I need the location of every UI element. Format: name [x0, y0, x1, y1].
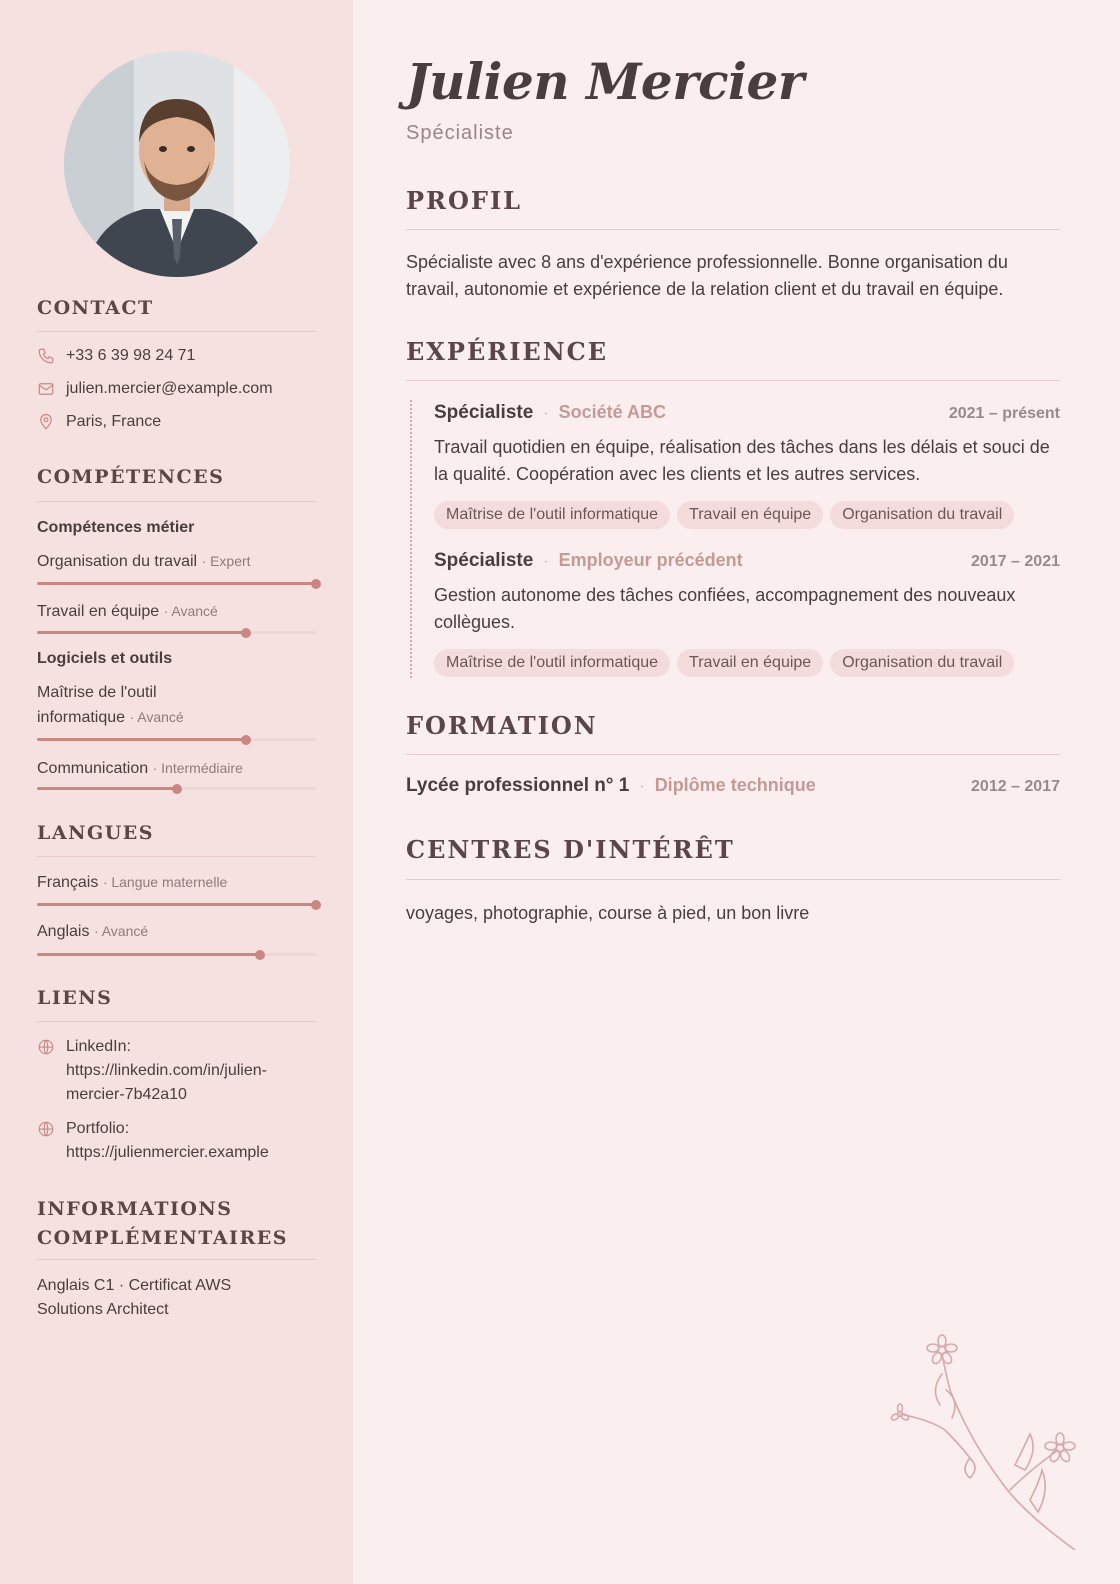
language-name: Français — [37, 874, 99, 891]
link-text: Portfolio: https://julienmercier.example — [66, 1120, 269, 1161]
education-degree: Diplôme technique — [654, 775, 816, 795]
language-level: · Langue maternelle — [102, 874, 228, 890]
link-text: LinkedIn: https://linkedin.com/in/julien-mercier-7b42a10 — [66, 1038, 267, 1103]
profile-divider — [406, 229, 1060, 230]
language-level: · Avancé — [93, 923, 149, 939]
extra-heading: INFORMATIONS COMPLÉMENTAIRES — [37, 1198, 288, 1249]
interests-heading: CENTRES D'INTÉRÊT — [406, 835, 735, 864]
separator: · — [639, 778, 645, 795]
language-bar — [37, 903, 316, 906]
skill-name: Travail en équipe — [37, 603, 160, 620]
mail-icon — [37, 380, 55, 398]
tag: Maîtrise de l'outil informatique — [434, 649, 670, 677]
tag: Maîtrise de l'outil informatique — [434, 501, 670, 529]
skill-item — [37, 756, 316, 781]
job-tags — [434, 649, 1014, 677]
profile-heading: PROFIL — [406, 186, 523, 215]
languages-divider — [37, 856, 316, 857]
links-divider — [37, 1021, 316, 1022]
skill-bar — [37, 582, 316, 585]
skill-name: Maîtrise de l'outil informatique — [37, 684, 157, 726]
skill-item — [37, 549, 316, 574]
job-header — [434, 402, 1060, 424]
experience-divider — [406, 380, 1060, 381]
education-heading: FORMATION — [406, 711, 598, 740]
experience-heading: EXPÉRIENCE — [406, 337, 609, 366]
job-company: Société ABC — [558, 402, 666, 422]
contact-divider — [37, 331, 316, 332]
interests-divider — [406, 879, 1060, 880]
contact-phone[interactable] — [37, 347, 195, 365]
skill-bar — [37, 787, 316, 790]
tag: Organisation du travail — [830, 649, 1014, 677]
location-text: Paris, France — [66, 413, 162, 430]
email-text: julien.mercier@example.com — [66, 380, 273, 397]
phone-icon — [37, 347, 55, 365]
contact-email[interactable] — [37, 380, 273, 398]
skill-item — [37, 681, 217, 730]
job-title: Spécialiste — [434, 402, 534, 423]
education-row — [406, 775, 1060, 797]
education-dates: 2012 – 2017 — [971, 778, 1060, 795]
tag: Travail en équipe — [677, 501, 823, 529]
skill-bar — [37, 631, 316, 634]
education-school: Lycée professionnel n° 1 — [406, 775, 630, 796]
job-description: Gestion autonome des tâches confiées, accompagnement des nouveaux collègues. — [434, 585, 1016, 632]
skills-group-title: Logiciels et outils — [37, 650, 173, 667]
skill-level: · Avancé — [163, 603, 218, 619]
interests-text: voyages, photographie, course à pied, un bon livre — [406, 903, 810, 923]
education-divider — [406, 754, 1060, 755]
skill-bar — [37, 738, 316, 741]
job-dates: 2021 – présent — [948, 405, 1060, 422]
link-linkedin[interactable] — [37, 1035, 316, 1107]
language-item — [37, 870, 316, 895]
languages-heading: LANGUES — [37, 822, 154, 844]
job-header — [434, 550, 1060, 572]
skill-name: Communication — [37, 760, 149, 777]
profile-text: Spécialiste avec 8 ans d'expérience professionnelle. Bonne organisation du travail, autonomie et expérience de la relation client et du travail en équipe. — [406, 252, 1008, 299]
links-heading: LIENS — [37, 987, 113, 1009]
skill-level: · Intermédiaire — [152, 760, 243, 776]
skills-group-title: Compétences métier — [37, 519, 195, 536]
phone-text: +33 6 39 98 24 71 — [66, 347, 196, 364]
contact-location — [37, 413, 161, 431]
skills-divider — [37, 501, 316, 502]
tag: Organisation du travail — [830, 501, 1014, 529]
globe-icon — [37, 1120, 55, 1138]
language-name: Anglais — [37, 923, 90, 940]
globe-icon — [37, 1038, 55, 1056]
job-description: Travail quotidien en équipe, réalisation des tâches dans les délais et souci de la qualité. Coopération avec les clients et les autres services. — [434, 437, 1050, 484]
language-item — [37, 919, 316, 944]
avatar — [64, 51, 290, 277]
person-name: Julien Mercier — [406, 52, 804, 111]
location-pin-icon — [37, 413, 55, 431]
separator: · — [543, 553, 549, 570]
skill-name: Organisation du travail — [37, 553, 198, 570]
experience-timeline — [410, 400, 412, 678]
link-portfolio[interactable] — [37, 1117, 316, 1165]
contact-heading: CONTACT — [37, 297, 154, 319]
skills-heading: COMPÉTENCES — [37, 466, 225, 488]
skill-item — [37, 599, 316, 624]
extra-divider — [37, 1259, 316, 1260]
skill-level: · Avancé — [129, 709, 184, 725]
job-company: Employeur précédent — [558, 550, 743, 570]
separator: · — [543, 405, 549, 422]
person-role: Spécialiste — [406, 122, 514, 144]
tag: Travail en équipe — [677, 649, 823, 677]
skill-level: · Expert — [201, 553, 251, 569]
job-dates: 2017 – 2021 — [971, 553, 1060, 570]
job-title: Spécialiste — [434, 550, 534, 571]
extra-text: Anglais C1 · Certificat AWS Solutions Architect — [37, 1277, 232, 1318]
flower-decoration — [890, 1330, 1090, 1550]
language-bar — [37, 953, 316, 956]
job-tags — [434, 501, 1014, 529]
